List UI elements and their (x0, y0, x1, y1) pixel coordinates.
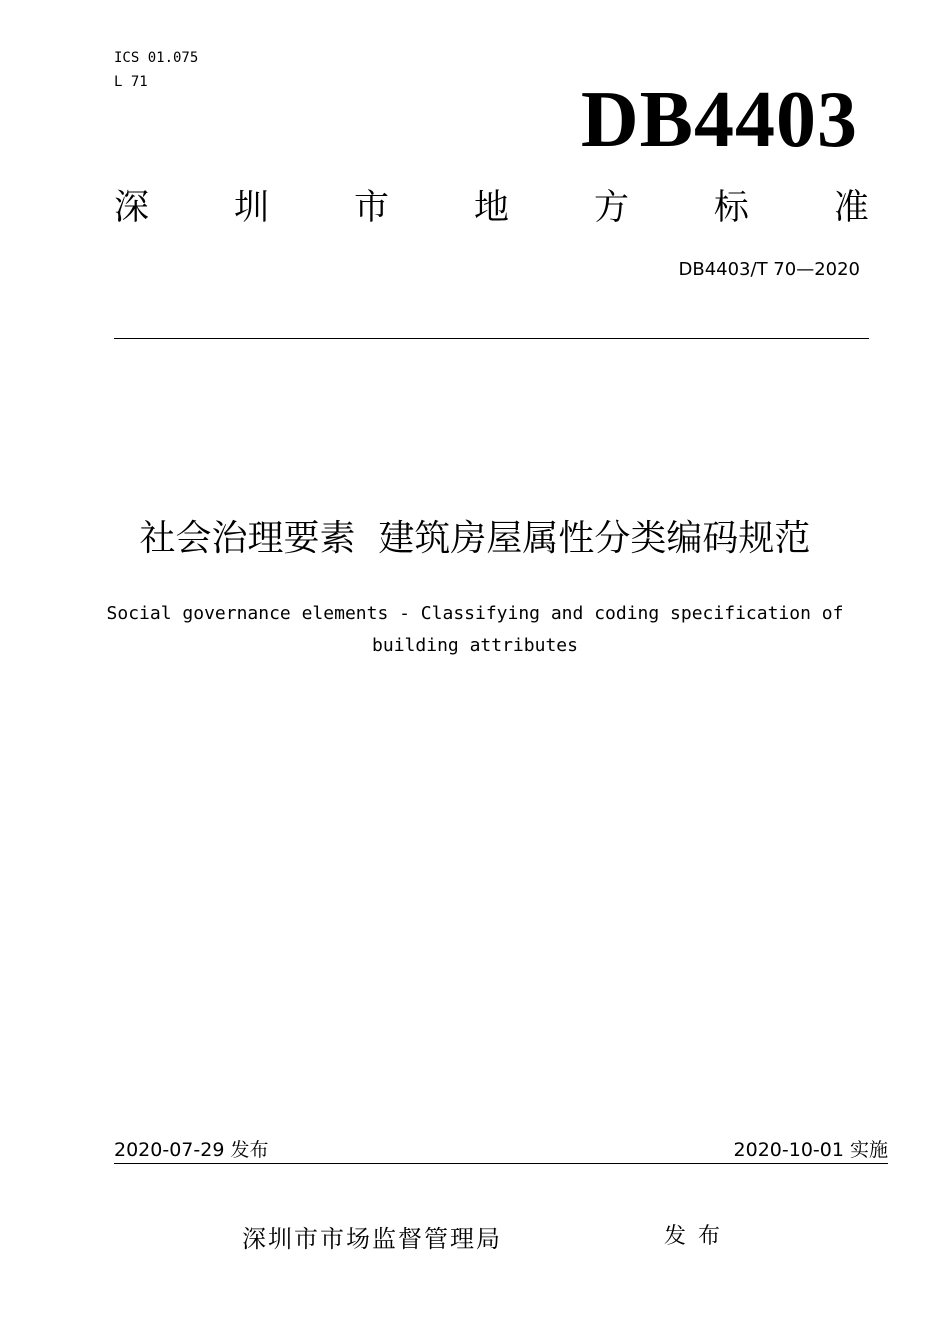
standard-type-char: 方 (593, 188, 629, 228)
standard-type-char: 标 (713, 188, 749, 228)
standard-type-char: 深 (114, 188, 150, 228)
title-english: Social governance elements - Classifying and coding specification of building attributes (106, 603, 844, 656)
top-divider (114, 338, 869, 339)
standard-number: DB4403/T 70—2020 (678, 259, 860, 280)
ccs-code: L 71 (114, 74, 148, 90)
bottom-divider (114, 1163, 888, 1164)
implementation-date: 2020-10-01 实施 (733, 1139, 888, 1161)
standard-type-char: 市 (353, 188, 389, 228)
issuing-authority: 深圳市市场监督管理局 (242, 1225, 502, 1253)
publish-date: 2020-07-29 发布 (114, 1139, 269, 1161)
standard-type-char: 地 (473, 188, 509, 228)
standard-type-char: 准 (833, 188, 869, 228)
title-chinese: 社会治理要素 建筑房屋属性分类编码规范 (139, 518, 811, 559)
standard-type-heading (114, 186, 869, 230)
date-row (114, 1137, 888, 1163)
ics-code: ICS 01.075 (114, 50, 199, 66)
standard-type-char: 圳 (233, 188, 269, 228)
db-code-title: DB4403 (580, 76, 858, 164)
issued-label: 发布 (664, 1224, 733, 1249)
